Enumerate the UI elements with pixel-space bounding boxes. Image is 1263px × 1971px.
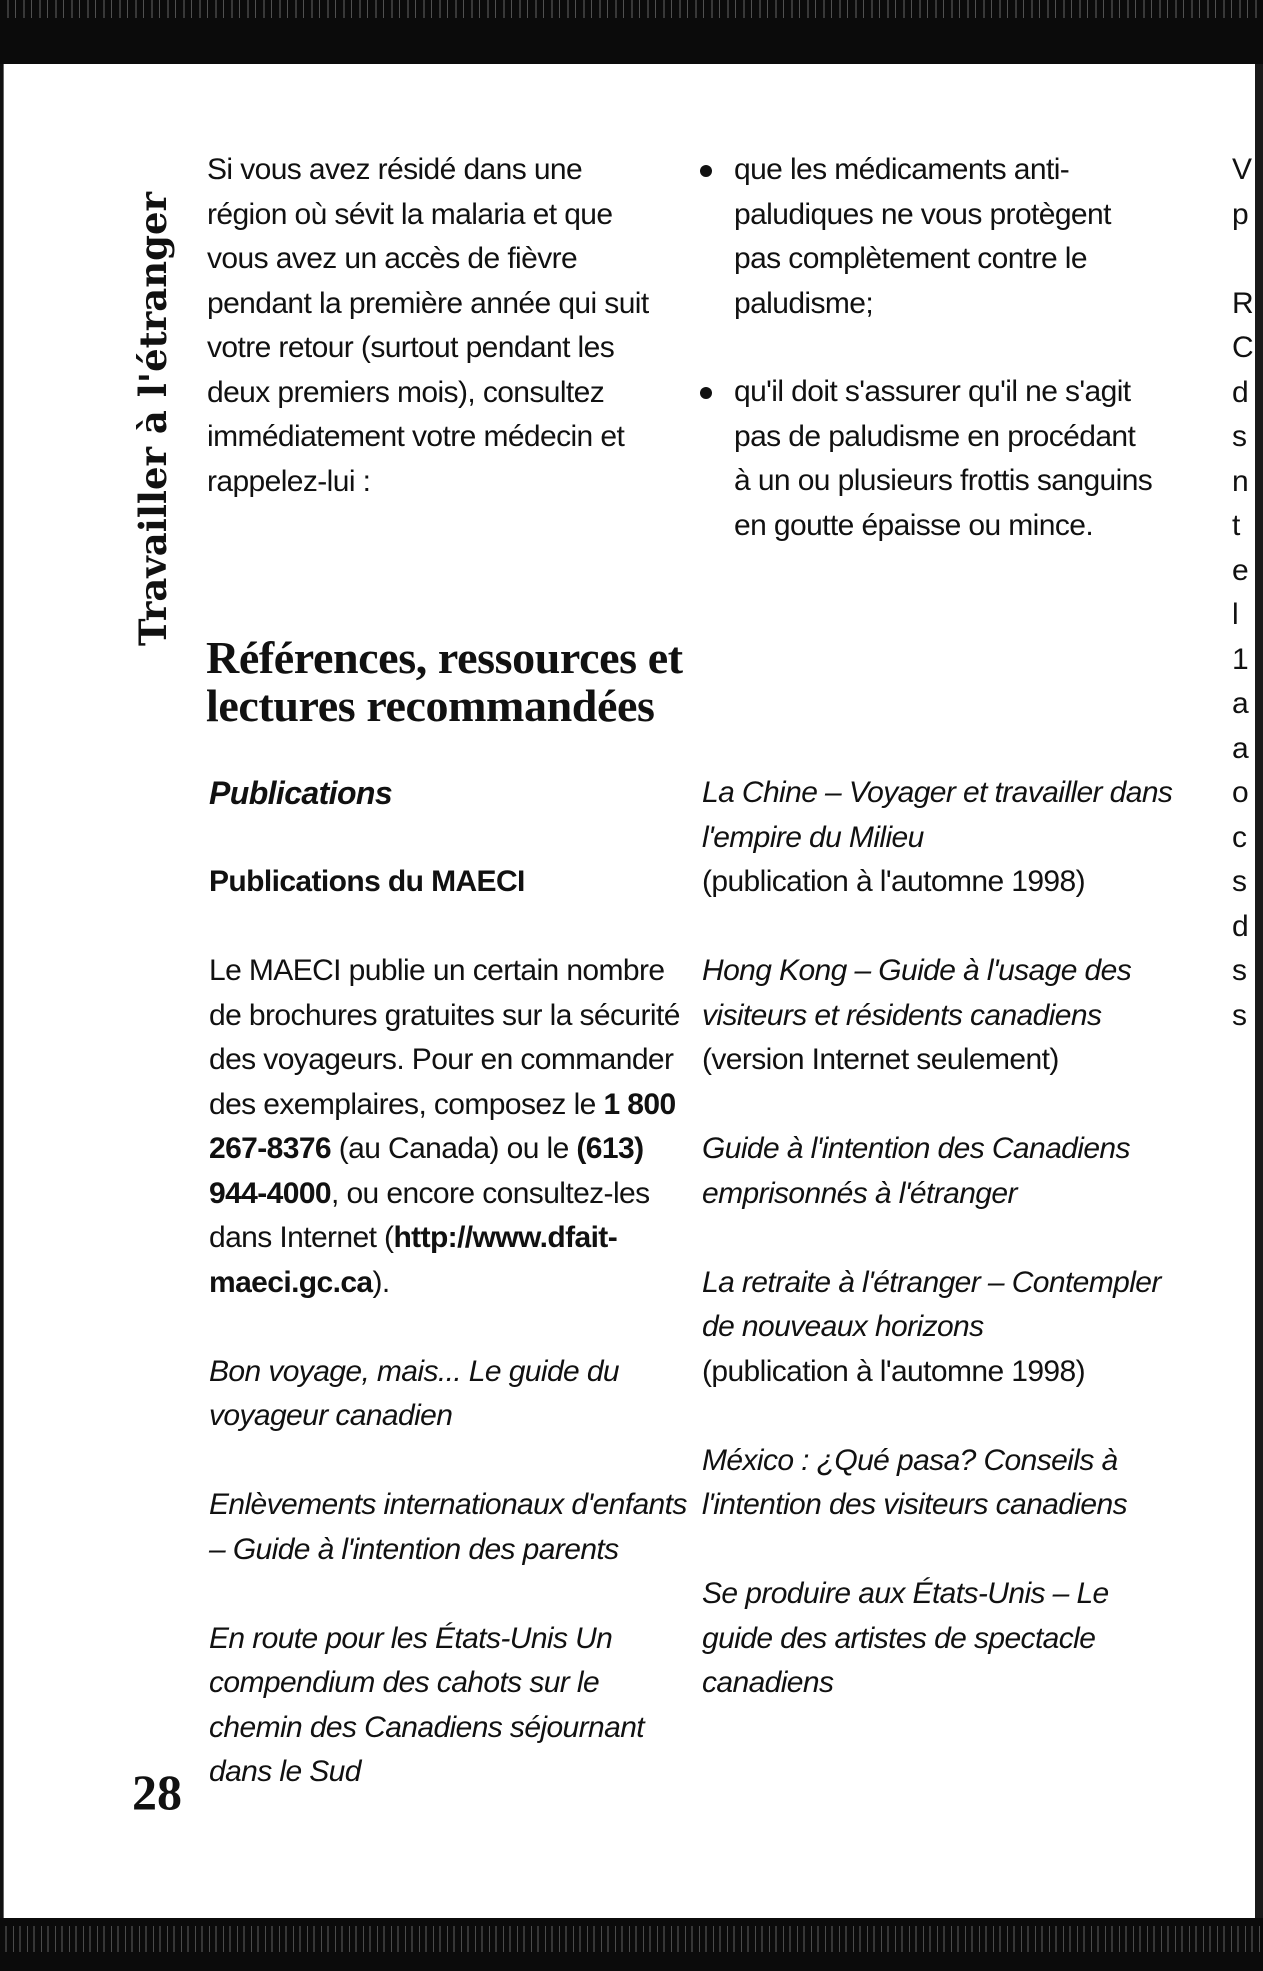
edge-fragment bbox=[1232, 237, 1263, 282]
edge-fragment: s bbox=[1232, 420, 1247, 453]
page-number: 28 bbox=[132, 1764, 182, 1820]
publications-subtitle: Publications du MAECI bbox=[209, 865, 525, 898]
publication-title: En route pour les États-Unis Un compendium des cahots sur le chemin des Canadiens séjournant dans le Sud bbox=[209, 1621, 645, 1788]
edge-fragment: C bbox=[1232, 331, 1254, 364]
publication-title: La Chine – Voyager et travailler dans l'empire du Milieu bbox=[702, 776, 1173, 854]
edge-fragment: s bbox=[1232, 998, 1247, 1032]
running-section-title bbox=[130, 176, 176, 646]
edge-fragment: d bbox=[1232, 909, 1249, 943]
edge-fragment: a bbox=[1232, 731, 1249, 765]
scan-border-left bbox=[0, 64, 10, 1918]
edge-fragment: 1 bbox=[1232, 642, 1249, 676]
scan-border-bottom bbox=[0, 1918, 1263, 1971]
publication-note: (version Internet seulement) bbox=[702, 1043, 1059, 1076]
edge-fragment: d bbox=[1232, 375, 1249, 409]
publication-entry bbox=[702, 1572, 1182, 1706]
edge-fragment: s bbox=[1232, 954, 1247, 987]
website-url: http://www.dfait-maeci.gc.ca bbox=[209, 1221, 618, 1299]
scan-border-top bbox=[0, 0, 1263, 64]
edge-fragment: o bbox=[1232, 776, 1249, 809]
intro-paragraph: Si vous avez résidé dans une région où sévit la malaria et que vous avez un accès de fièvre pendant la première année qui suit votre retour (surtout pendant les deux premiers mois), consultez immédiatement votre médecin et rappelez-lui : bbox=[207, 153, 649, 498]
publication-note: (publication à l'automne 1998) bbox=[702, 1354, 1085, 1388]
section-heading: Références, ressources et lectures recommandées bbox=[206, 632, 683, 731]
publication-entry bbox=[702, 949, 1182, 1083]
edge-fragment: c bbox=[1232, 820, 1247, 854]
description-text: ). bbox=[372, 1265, 390, 1299]
publication-title: La retraite à l'étranger – Contempler de nouveaux horizons bbox=[702, 1265, 1161, 1343]
advice-bullet-column bbox=[700, 148, 1155, 592]
edge-fragment: p bbox=[1232, 197, 1249, 231]
publication-entry bbox=[209, 1483, 689, 1572]
publication-entry bbox=[209, 1350, 689, 1439]
description-text: (au Canada) ou le bbox=[330, 1132, 577, 1165]
publication-entry bbox=[702, 1127, 1182, 1216]
advice-bullet-item: que les médicaments anti-paludiques ne vous protègent pas complètement contre le paludisme; bbox=[700, 148, 1155, 326]
publication-title: Bon voyage, mais... Le guide du voyageur canadien bbox=[209, 1354, 620, 1432]
publication-title: Enlèvements internationaux d'enfants – Guide à l'intention des parents bbox=[209, 1488, 687, 1566]
publication-title: Hong Kong – Guide à l'usage des visiteurs et résidents canadiens bbox=[702, 954, 1132, 1032]
publication-note: (publication à l'automne 1998) bbox=[702, 865, 1085, 898]
publication-entry bbox=[209, 1617, 689, 1795]
description-text: , ou encore consultez-les dans Internet ( bbox=[209, 1176, 650, 1254]
publications-left-column bbox=[209, 771, 689, 1839]
edge-fragment: R bbox=[1232, 286, 1254, 320]
publication-title: Guide à l'intention des Canadiens emprisonnés à l'étranger bbox=[702, 1132, 1130, 1210]
description-text: Le MAECI publie un certain nombre de brochures gratuites sur la sécurité des voyageurs. Pour en commander des exemplaires, composez le bbox=[209, 954, 680, 1121]
edge-fragment: e bbox=[1232, 553, 1249, 587]
next-page-edge-fragments bbox=[1232, 148, 1263, 1038]
edge-fragment: t bbox=[1232, 509, 1241, 542]
advice-bullet-item: qu'il doit s'assurer qu'il ne s'agit pas de paludisme en procédant à un ou plusieurs frottis sanguins en goutte épaisse ou mince. bbox=[700, 370, 1155, 548]
publications-description bbox=[209, 949, 689, 1305]
publication-entry bbox=[702, 1261, 1182, 1395]
publications-right-column bbox=[702, 771, 1182, 1750]
publication-entry bbox=[702, 1439, 1182, 1528]
edge-fragment: V bbox=[1232, 153, 1253, 186]
running-section-title-text: Travailler à l'étranger bbox=[131, 191, 175, 646]
advice-bullet-list bbox=[700, 148, 1155, 548]
edge-fragment: a bbox=[1232, 687, 1249, 720]
edge-fragment: s bbox=[1232, 865, 1247, 898]
local-phone: (613) 944-4000 bbox=[209, 1132, 644, 1210]
intro-paragraph-column bbox=[207, 148, 667, 504]
publication-title: México : ¿Qué pasa? Conseils à l'intention des visiteurs canadiens bbox=[702, 1443, 1127, 1521]
publication-title: Se produire aux États-Unis – Le guide des artistes de spectacle canadiens bbox=[702, 1577, 1109, 1699]
publication-entry bbox=[702, 771, 1182, 905]
edge-fragment: n bbox=[1232, 464, 1249, 498]
edge-fragment: l bbox=[1232, 598, 1239, 631]
publications-title: Publications bbox=[209, 775, 393, 811]
toll-free-phone: 1 800 267-8376 bbox=[209, 1087, 676, 1165]
